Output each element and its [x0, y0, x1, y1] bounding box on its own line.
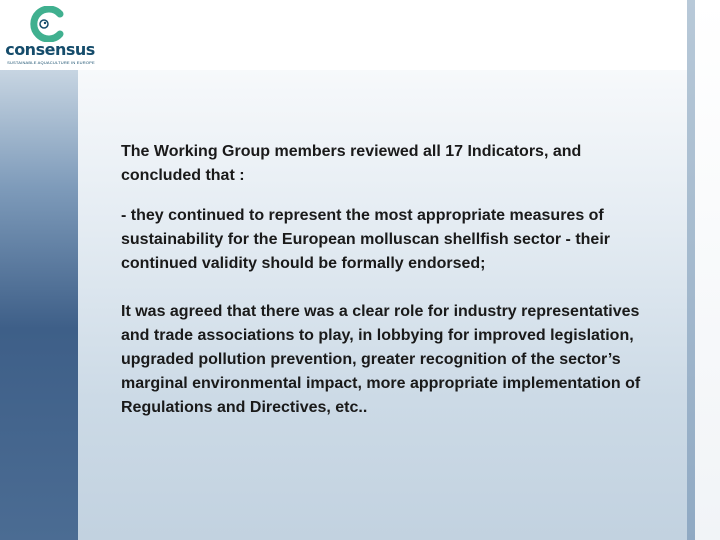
header-band — [0, 0, 720, 70]
right-edge — [695, 0, 720, 540]
right-decorative-strip — [687, 0, 695, 540]
slide-body — [121, 140, 661, 420]
paragraph-intro: The Working Group members reviewed all 17 Indicators, and concluded that : — [121, 143, 582, 184]
left-decorative-strip — [0, 70, 78, 540]
paragraph-industry-role: It was agreed that there was a clear role for industry representatives and trade associations to play, in lobbying for improved legislation, upgraded pollution prevention, greater recognition of the sector’s marginal environmental impact, more appropriate implementation of Regulations and Directives, etc.. — [121, 303, 641, 416]
logo-tagline: SUSTAINABLE AQUACULTURE IN EUROPE — [7, 60, 95, 65]
logo-wordmark: consensus — [5, 40, 95, 59]
paragraph-indicators: - they continued to represent the most appropriate measures of sustainability for the European molluscan shellfish sector - their continued validity should be formally endorsed; — [121, 207, 610, 272]
consensus-logo — [0, 0, 98, 70]
logo-c-icon — [24, 6, 74, 42]
